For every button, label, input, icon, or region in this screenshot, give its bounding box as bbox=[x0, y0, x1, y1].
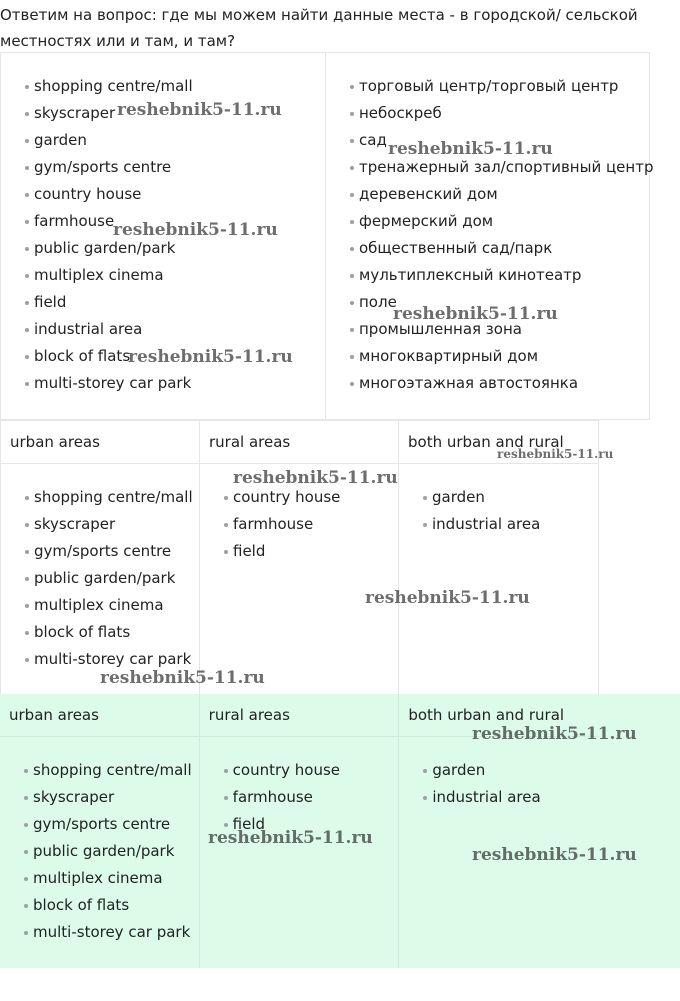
list-item: garden bbox=[399, 757, 599, 784]
list-item: block of flats bbox=[0, 892, 199, 919]
list-item: фермерский дом bbox=[326, 208, 653, 235]
list-item: block of flats bbox=[1, 619, 199, 646]
header-both: both urban and rural bbox=[408, 433, 564, 451]
answer-both-cell bbox=[399, 737, 599, 968]
russian-word-list bbox=[326, 73, 653, 397]
list-item: skyscraper bbox=[0, 784, 199, 811]
list-item: industrial area bbox=[399, 784, 599, 811]
both-list bbox=[399, 484, 598, 538]
answer-urban-list bbox=[0, 757, 199, 946]
list-item: garden bbox=[1, 127, 193, 154]
watermark: reshebnik5-11.ru bbox=[472, 724, 637, 744]
list-item: country house bbox=[200, 484, 398, 511]
watermark: reshebnik5-11.ru bbox=[117, 100, 282, 120]
answer-table bbox=[0, 694, 599, 968]
list-item: многоквартирный дом bbox=[326, 343, 653, 370]
watermark: reshebnik5-11.ru bbox=[388, 139, 553, 159]
task-table-body bbox=[1, 464, 598, 696]
list-item: field bbox=[200, 538, 398, 565]
list-item: garden bbox=[399, 484, 598, 511]
answer-rural-list bbox=[200, 757, 399, 838]
list-item: multiplex cinema bbox=[0, 865, 199, 892]
list-item: farmhouse bbox=[200, 511, 398, 538]
header-rural: rural areas bbox=[200, 421, 399, 463]
header-urban: urban areas bbox=[1, 421, 200, 463]
list-item: farmhouse bbox=[1, 208, 193, 235]
watermark: reshebnik5-11.ru bbox=[113, 220, 278, 240]
question-text: Ответим на вопрос: где мы можем найти данные места - в городской/ сельской местностях или и там, и там? bbox=[0, 6, 638, 50]
watermark: reshebnik5-11.ru bbox=[233, 468, 398, 488]
list-item: industrial area bbox=[1, 316, 193, 343]
list-item: shopping centre/mall bbox=[0, 757, 199, 784]
watermark: reshebnik5-11.ru bbox=[208, 828, 373, 848]
list-item: gym/sports centre bbox=[1, 154, 193, 181]
watermark: reshebnik5-11.ru bbox=[365, 588, 530, 608]
list-item: public garden/park bbox=[1, 565, 199, 592]
list-item: skyscraper bbox=[1, 511, 199, 538]
answer-table-body bbox=[0, 737, 599, 968]
list-item: farmhouse bbox=[200, 784, 399, 811]
list-item: общественный сад/парк bbox=[326, 235, 653, 262]
list-item: multi-storey car park bbox=[1, 646, 199, 673]
task-table bbox=[0, 420, 599, 695]
list-item: multi-storey car park bbox=[0, 919, 199, 946]
vocabulary-table bbox=[0, 52, 654, 420]
list-item: country house bbox=[200, 757, 399, 784]
task-table-header bbox=[1, 421, 598, 464]
list-item: public garden/park bbox=[0, 838, 199, 865]
list-item: торговый центр/торговый центр bbox=[326, 73, 653, 100]
list-item: тренажерный зал/спортивный центр bbox=[326, 154, 653, 181]
answer-header-rural: rural areas bbox=[200, 694, 400, 736]
list-item: country house bbox=[1, 181, 193, 208]
list-item: shopping centre/mall bbox=[1, 73, 193, 100]
list-item: multiplex cinema bbox=[1, 592, 199, 619]
list-item: gym/sports centre bbox=[1, 538, 199, 565]
watermark: reshebnik5-11.ru bbox=[393, 304, 558, 324]
list-item: multi-storey car park bbox=[1, 370, 193, 397]
list-item: мультиплексный кинотеатр bbox=[326, 262, 653, 289]
list-item: деревенский дом bbox=[326, 181, 653, 208]
list-item: поле bbox=[326, 289, 653, 316]
urban-list bbox=[1, 484, 199, 673]
answer-header-urban: urban areas bbox=[0, 694, 200, 736]
both-cell bbox=[399, 464, 598, 696]
watermark: reshebnik5-11.ru bbox=[128, 347, 293, 367]
list-item: gym/sports centre bbox=[0, 811, 199, 838]
rural-cell bbox=[200, 464, 399, 696]
english-word-list bbox=[1, 73, 193, 397]
rural-list bbox=[200, 484, 398, 565]
answer-rural-cell bbox=[200, 737, 400, 968]
list-item: public garden/park bbox=[1, 235, 193, 262]
watermark: reshebnik5-11.ru bbox=[100, 668, 265, 688]
list-item: небоскреб bbox=[326, 100, 653, 127]
list-item: skyscraper bbox=[1, 100, 193, 127]
watermark: reshebnik5-11.ru bbox=[497, 447, 614, 461]
watermark: reshebnik5-11.ru bbox=[472, 845, 637, 865]
list-item: сад bbox=[326, 127, 653, 154]
answer-both-list bbox=[399, 757, 599, 811]
list-item: многоэтажная автостоянка bbox=[326, 370, 653, 397]
list-item: field bbox=[200, 811, 399, 838]
list-item: промышленная зона bbox=[326, 316, 653, 343]
answer-table-header bbox=[0, 694, 599, 737]
list-item: block of flats bbox=[1, 343, 193, 370]
list-item: industrial area bbox=[399, 511, 598, 538]
urban-cell bbox=[1, 464, 200, 696]
answer-urban-cell bbox=[0, 737, 200, 968]
list-item: shopping centre/mall bbox=[1, 484, 199, 511]
list-item: multiplex cinema bbox=[1, 262, 193, 289]
answer-header-both: both urban and rural bbox=[408, 706, 565, 724]
list-item: field bbox=[1, 289, 193, 316]
